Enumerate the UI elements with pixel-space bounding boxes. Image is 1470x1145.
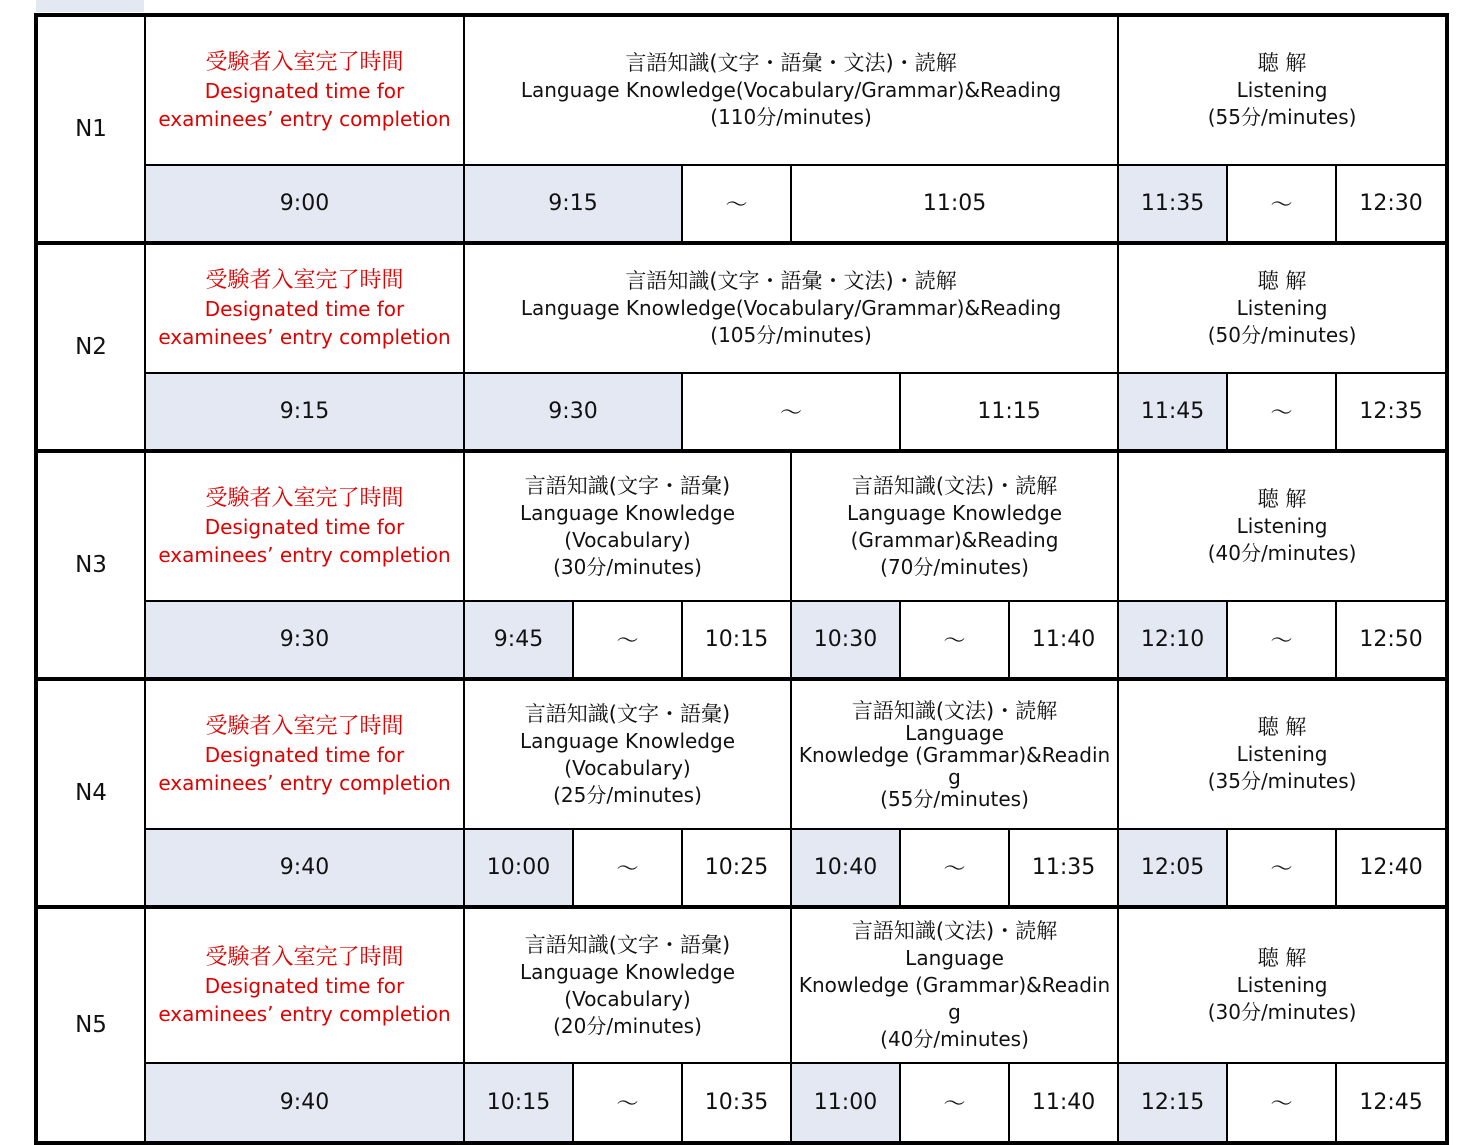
section-title-en-wrap: g (948, 1000, 961, 1024)
listening-section-header (1118, 907, 1447, 1063)
section-title-en: Language Knowledge (520, 728, 735, 753)
entry-title-en2: examinees’ entry completion (158, 324, 451, 349)
listening-title-en: Listening (1236, 742, 1328, 766)
section-duration: (55分/minutes) (880, 786, 1029, 811)
grammar-start-time: 11:00 (791, 1063, 900, 1143)
time-separator: ～ (573, 829, 682, 907)
grammar-end-time: 11:40 (1009, 1063, 1118, 1143)
time-separator: ～ (1227, 165, 1336, 243)
section-duration: (110分/minutes) (710, 105, 872, 129)
n3-header-row (36, 451, 1447, 601)
start-time: 9:30 (464, 373, 682, 451)
section-title-en: Language Knowledge(Vocabulary/Grammar)&Reading (520, 296, 1062, 320)
level-label-n3: N3 (36, 451, 145, 679)
grammar-end-time: 11:40 (1009, 601, 1118, 679)
vocabulary-start-time: 10:15 (464, 1063, 573, 1143)
n5-header-row (36, 907, 1447, 1063)
vocabulary-start-time: 9:45 (464, 601, 573, 679)
section-title-jp: 言語知識(文字・語彙・文法)・読解 (625, 51, 957, 75)
time-separator: ～ (573, 1063, 682, 1143)
section-duration: (30分/minutes) (553, 554, 702, 579)
end-time: 11:05 (791, 165, 1118, 243)
section-title-en: Language Knowledge (847, 500, 1063, 525)
section-title-en-sub: (Grammar)&Reading (850, 527, 1059, 552)
listening-title-en: Listening (1236, 973, 1328, 997)
entry-title-en1: Designated time for (204, 78, 405, 103)
vocabulary-section-header (464, 451, 791, 601)
section-title-jp: 言語知識(文法)・読解 (851, 473, 1058, 498)
section-title-en: Language (905, 946, 1004, 970)
entry-title-jp: 受験者入室完了時間 (205, 485, 404, 511)
level-label-n1: N1 (36, 15, 145, 243)
entry-time: 9:00 (145, 165, 464, 243)
entry-title-en2: examinees’ entry completion (158, 1001, 451, 1026)
listening-title-jp: 聴 解 (1257, 946, 1307, 970)
level-label-n5: N5 (36, 907, 145, 1143)
section-title-en-sub: (Vocabulary) (564, 755, 691, 780)
entry-title-en1: Designated time for (204, 296, 405, 321)
entry-title-en1: Designated time for (204, 973, 405, 998)
section-duration: (25分/minutes) (553, 782, 702, 807)
time-separator: ～ (900, 829, 1009, 907)
time-separator: ～ (573, 601, 682, 679)
section-title-jp: 言語知識(文法)・読解 (851, 698, 1058, 723)
section-duration: (105分/minutes) (710, 323, 872, 347)
entry-title-jp: 受験者入室完了時間 (205, 49, 404, 75)
section-title-en: Language Knowledge (520, 500, 735, 525)
listening-end-time: 12:50 (1336, 601, 1447, 679)
time-separator: ～ (1227, 601, 1336, 679)
section-title-jp: 言語知識(文字・語彙) (524, 701, 731, 726)
section-duration: (20分/minutes) (553, 1013, 702, 1038)
n1-header-row (36, 15, 1447, 165)
listening-title-jp: 聴 解 (1257, 51, 1307, 75)
time-separator: ～ (682, 165, 791, 243)
vocabulary-section-header (464, 907, 791, 1063)
entry-title-jp: 受験者入室完了時間 (205, 713, 404, 739)
entry-title-en1: Designated time for (204, 514, 405, 539)
listening-duration: (35分/minutes) (1207, 769, 1357, 793)
grammar-end-time: 11:35 (1009, 829, 1118, 907)
listening-duration: (30分/minutes) (1207, 1000, 1357, 1024)
listening-title-jp: 聴 解 (1257, 487, 1307, 511)
listening-title-en: Listening (1236, 514, 1328, 538)
n2-header-row (36, 243, 1447, 373)
n3-times-row (36, 601, 1447, 679)
entry-time: 9:40 (145, 829, 464, 907)
vocabulary-end-time: 10:35 (682, 1063, 791, 1143)
vocabulary-end-time: 10:15 (682, 601, 791, 679)
time-separator: ～ (682, 373, 900, 451)
listening-duration: (50分/minutes) (1207, 323, 1357, 347)
section-title-en: Language (905, 720, 1004, 745)
section-title-jp: 言語知識(文字・語彙・文法)・読解 (625, 269, 957, 293)
grammar-start-time: 10:40 (791, 829, 900, 907)
entry-time-header (145, 243, 464, 373)
entry-title-en1: Designated time for (204, 742, 405, 767)
section-title-jp: 言語知識(文法)・読解 (851, 919, 1058, 943)
language-section-header (464, 243, 1118, 373)
listening-start-time: 11:35 (1118, 165, 1227, 243)
start-time: 9:15 (464, 165, 682, 243)
entry-time-header (145, 679, 464, 829)
vocabulary-section-header (464, 679, 791, 829)
entry-title-en2: examinees’ entry completion (158, 542, 451, 567)
listening-duration: (40分/minutes) (1207, 541, 1357, 565)
time-separator: ～ (1227, 373, 1336, 451)
section-title-en-sub: Knowledge (Grammar)&Readin (798, 973, 1111, 997)
entry-title-en2: examinees’ entry completion (158, 106, 451, 131)
section-duration: (40分/minutes) (880, 1027, 1029, 1051)
section-title-en: Language Knowledge(Vocabulary/Grammar)&Reading (520, 78, 1062, 102)
listening-end-time: 12:45 (1336, 1063, 1447, 1143)
vocabulary-start-time: 10:00 (464, 829, 573, 907)
section-title-en-sub: (Vocabulary) (564, 527, 691, 552)
entry-title-en2: examinees’ entry completion (158, 770, 451, 795)
entry-time-header (145, 451, 464, 601)
listening-end-time: 12:35 (1336, 373, 1447, 451)
section-title-jp: 言語知識(文字・語彙) (524, 473, 731, 498)
entry-time: 9:30 (145, 601, 464, 679)
entry-title-jp: 受験者入室完了時間 (205, 944, 404, 970)
n5-times-row (36, 1063, 1447, 1143)
listening-title-jp: 聴 解 (1257, 715, 1307, 739)
section-title-en: Language Knowledge (520, 959, 735, 984)
entry-time: 9:40 (145, 1063, 464, 1143)
language-section-header (464, 15, 1118, 165)
time-separator: ～ (1227, 1063, 1336, 1143)
listening-end-time: 12:30 (1336, 165, 1447, 243)
entry-time-header (145, 907, 464, 1063)
listening-start-time: 11:45 (1118, 373, 1227, 451)
grammar-reading-section-header (791, 679, 1118, 829)
entry-title-jp: 受験者入室完了時間 (205, 267, 404, 293)
grammar-reading-section-header (791, 907, 1118, 1063)
listening-section-header (1118, 243, 1447, 373)
section-title-en-wrap: g (948, 764, 961, 789)
entry-time-header (145, 15, 464, 165)
grammar-start-time: 10:30 (791, 601, 900, 679)
header-tab-fragment (36, 0, 144, 12)
listening-start-time: 12:15 (1118, 1063, 1227, 1143)
listening-title-jp: 聴 解 (1257, 269, 1307, 293)
n1-times-row (36, 165, 1447, 243)
section-duration: (70分/minutes) (880, 554, 1029, 579)
section-title-en-sub: (Vocabulary) (564, 986, 691, 1011)
listening-title-en: Listening (1236, 296, 1328, 320)
time-separator: ～ (900, 601, 1009, 679)
listening-title-en: Listening (1236, 78, 1328, 102)
listening-start-time: 12:10 (1118, 601, 1227, 679)
n2-times-row (36, 373, 1447, 451)
listening-end-time: 12:40 (1336, 829, 1447, 907)
level-label-n2: N2 (36, 243, 145, 451)
level-label-n4: N4 (36, 679, 145, 907)
n4-header-row (36, 679, 1447, 829)
listening-start-time: 12:05 (1118, 829, 1227, 907)
time-separator: ～ (1227, 829, 1336, 907)
listening-section-header (1118, 15, 1447, 165)
time-separator: ～ (900, 1063, 1009, 1143)
section-title-jp: 言語知識(文字・語彙) (524, 932, 731, 957)
vocabulary-end-time: 10:25 (682, 829, 791, 907)
n4-times-row (36, 829, 1447, 907)
listening-section-header (1118, 679, 1447, 829)
section-title-en-sub: Knowledge (Grammar)&Readin (798, 742, 1111, 767)
entry-time: 9:15 (145, 373, 464, 451)
jlpt-schedule-table (34, 13, 1449, 1145)
grammar-reading-section-header (791, 451, 1118, 601)
listening-section-header (1118, 451, 1447, 601)
listening-duration: (55分/minutes) (1207, 105, 1357, 129)
end-time: 11:15 (900, 373, 1118, 451)
